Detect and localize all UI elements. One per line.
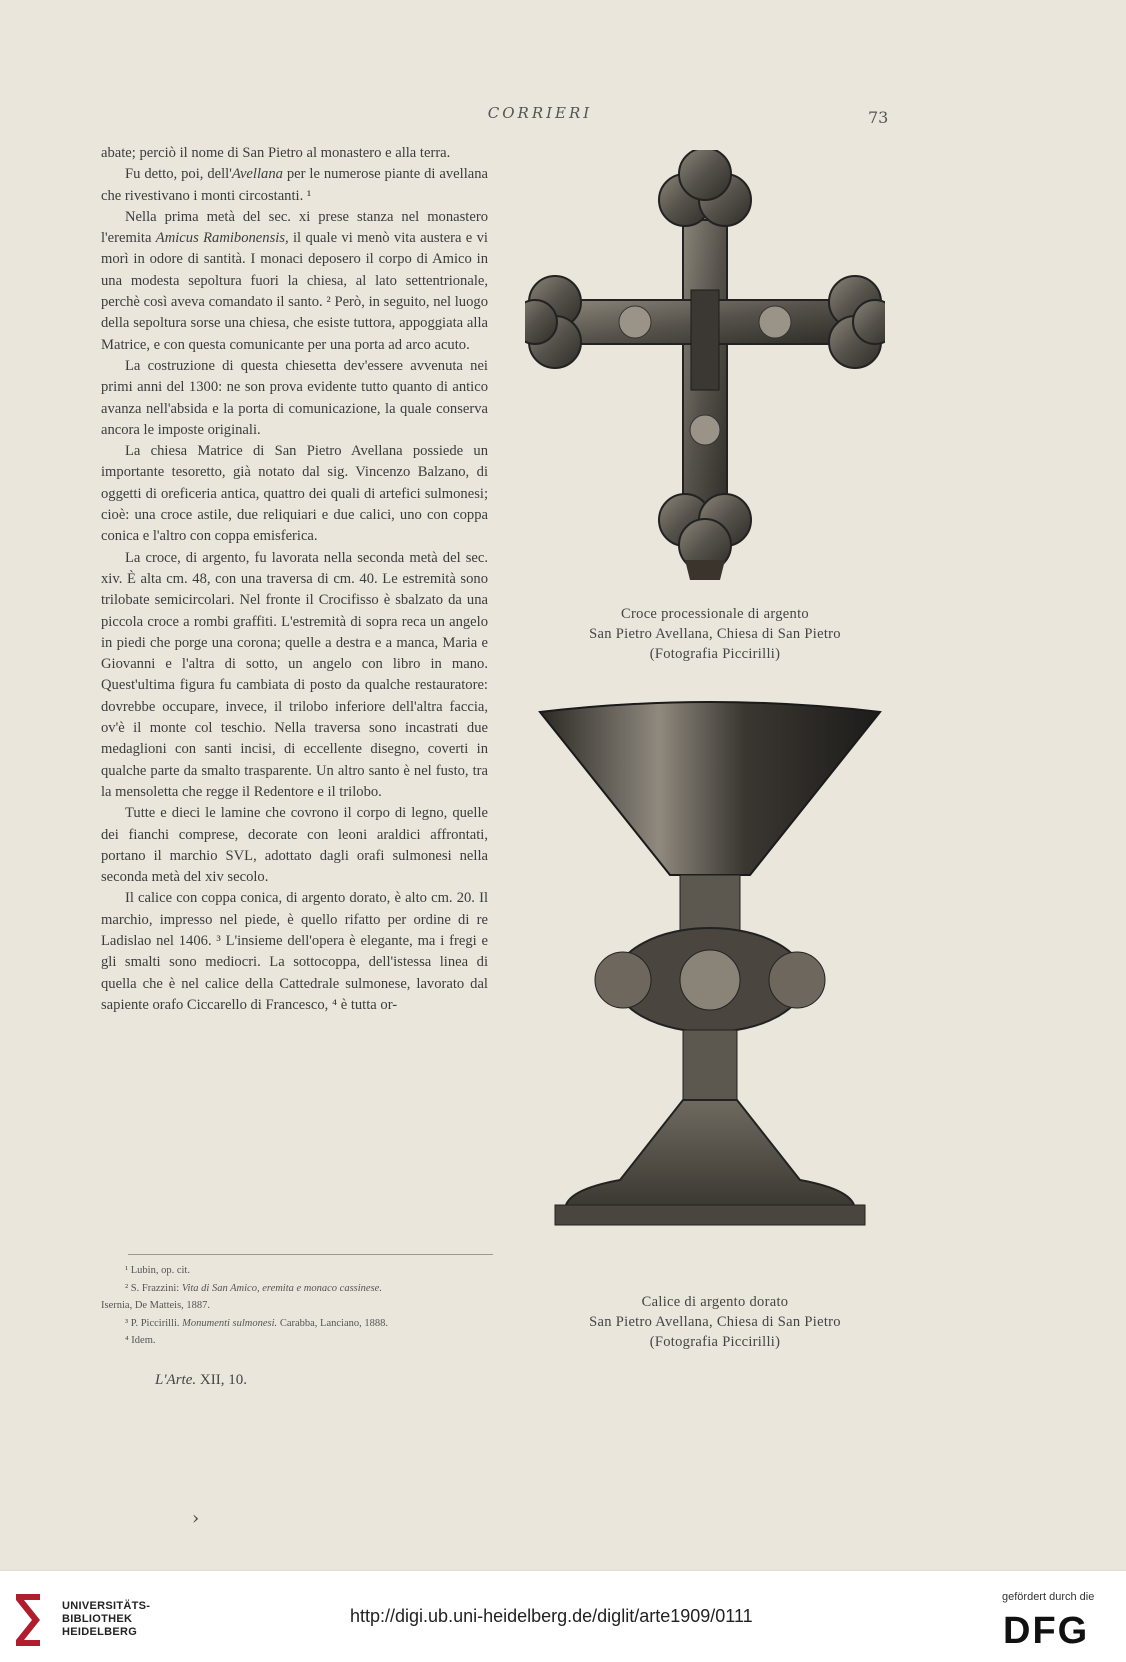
footnote: ² S. Frazzini: Vita di San Amico, eremita e monaco cassinese. xyxy=(125,1282,382,1294)
page-number: 73 xyxy=(868,108,889,127)
university-library-logo-icon[interactable] xyxy=(10,1590,50,1650)
paragraph: La costruzione di questa chiesetta dev'essere avvenuta nei primi anni del 1300: ne son prova evidente tutto quanto di antico avanza nell'absida e la porta di comunicazione, la quale conserva ancora le imposte originali. xyxy=(101,357,488,438)
paragraph: Il calice con coppa conica, di argento dorato, è alto cm. 20. Il marchio, impresso nel piede, è quello rifatto per ordine di re Ladislao nel 1406. ³ L'insieme dell'opera è elegante, ma i fregi e gli smalti sono mediocri. La sottocoppa, dell'istessa linea di quella che è nel calice della Cattedrale sulmonese, lavorato dal sapiente orafo Ciccarello di Francesco, ⁴ è tutta or- xyxy=(101,890,488,1013)
paragraph: La chiesa Matrice di San Pietro Avellana possiede un importante tesoretto, già notato dal sig. Vincenzo Balzano, di oggetti di oreficeria antica, quattro dei quali di artefici sulmonesi; cioè: una croce astile, due reliquiari e due calici, uno con coppa conica e l'altro con coppa emisferica. xyxy=(101,443,488,545)
funding-note: gefördert durch die xyxy=(1002,1591,1095,1603)
university-library-name[interactable]: UNIVERSITÄTS- BIBLIOTHEK HEIDELBERG xyxy=(62,1600,151,1638)
paragraph: Nella prima metà del sec. xi prese stanza nel monastero l'eremita Amicus Ramibonensis, il quale vi menò vita austera e vi morì in odore di santità. I monaci deposero il corpo di Amico in una modesta sepoltura fuori la chiesa, al lato settentrionale, perchè così aveva comandato il santo. ² Però, in seguito, nel luogo della sepoltura sorse una chiesa, che esiste tuttora, appoggiata alla Matrice, e con questa comunicante per una porta ad arco acuto. xyxy=(101,208,488,353)
running-head: CORRIERI xyxy=(487,104,593,122)
paragraph: Tutte e dieci le lamine che covrono il corpo di legno, quelle dei fianchi comprese, decorate con leoni araldici affrontati, portano il marchio SVL, adottato dagli orafi sulmonesi nella seconda metà del xiv secolo. xyxy=(101,805,488,886)
document-url-link[interactable]: http://digi.ub.uni-heidelberg.de/diglit/arte1909/0111 xyxy=(350,1606,753,1626)
footnote: ⁴ Idem. xyxy=(125,1335,156,1346)
footnotes xyxy=(101,1262,501,1350)
footnote-continuation: Isernia, De Matteis, 1887. xyxy=(101,1300,211,1311)
chalice-photograph xyxy=(535,700,885,1270)
body-text xyxy=(101,143,488,1016)
cross-photograph xyxy=(525,150,885,580)
footnote: ¹ Lubin, op. cit. xyxy=(125,1265,190,1276)
signature-mark: L'Arte. XII, 10. xyxy=(155,1372,247,1388)
dfg-logo[interactable]: DFG xyxy=(1003,1610,1090,1652)
paragraph: La croce, di argento, fu lavorata nella seconda metà del sec. xiv. È alta cm. 48, con una traversa di cm. 40. Le estremità sono trilobate semicircolari. Nel fronte il Crocifisso è sbalzato da una piccola croce a rombi graffiti. L'estremità di sopra reca un angelo in piedi che porge una corona; quelle a destra e a manca, Maria e Giovanni e l'altra di sotto, un angelo con libro in mano. Quest'ultima figura fu cambiata di posto da qualche restauratore: dovrebbe occupare, invece, il trilobo inferiore dell'altra faccia, ov'è il monte col teschio. Nella traversa sono incastrati due medaglioni con santi incisi, di eccellente disegno, coverti in qualche parte da smalto trasparente. Un altro santo è nel fusto, tra la mensoletta che regge il Redentore e il trilobo. xyxy=(101,549,488,800)
paragraph: Fu detto, poi, dell'Avellana per le numerose piante di avellana che rivestivano i monti circostanti. ¹ xyxy=(101,166,489,204)
footnote-divider xyxy=(128,1254,493,1255)
paragraph: abate; perciò il nome di San Pietro al monastero e alla terra. xyxy=(101,145,451,161)
stray-mark: › xyxy=(192,1508,200,1529)
footnote: ³ P. Piccirilli. Monumenti sulmonesi. Carabba, Lanciano, 1888. xyxy=(125,1317,388,1329)
cross-caption: Croce processionale di argento San Pietro Avellana, Chiesa di San Pietro (Fotografia Piccirilli) xyxy=(589,606,841,662)
chalice-caption: Calice di argento dorato San Pietro Avellana, Chiesa di San Pietro (Fotografia Piccirilli) xyxy=(589,1294,841,1350)
